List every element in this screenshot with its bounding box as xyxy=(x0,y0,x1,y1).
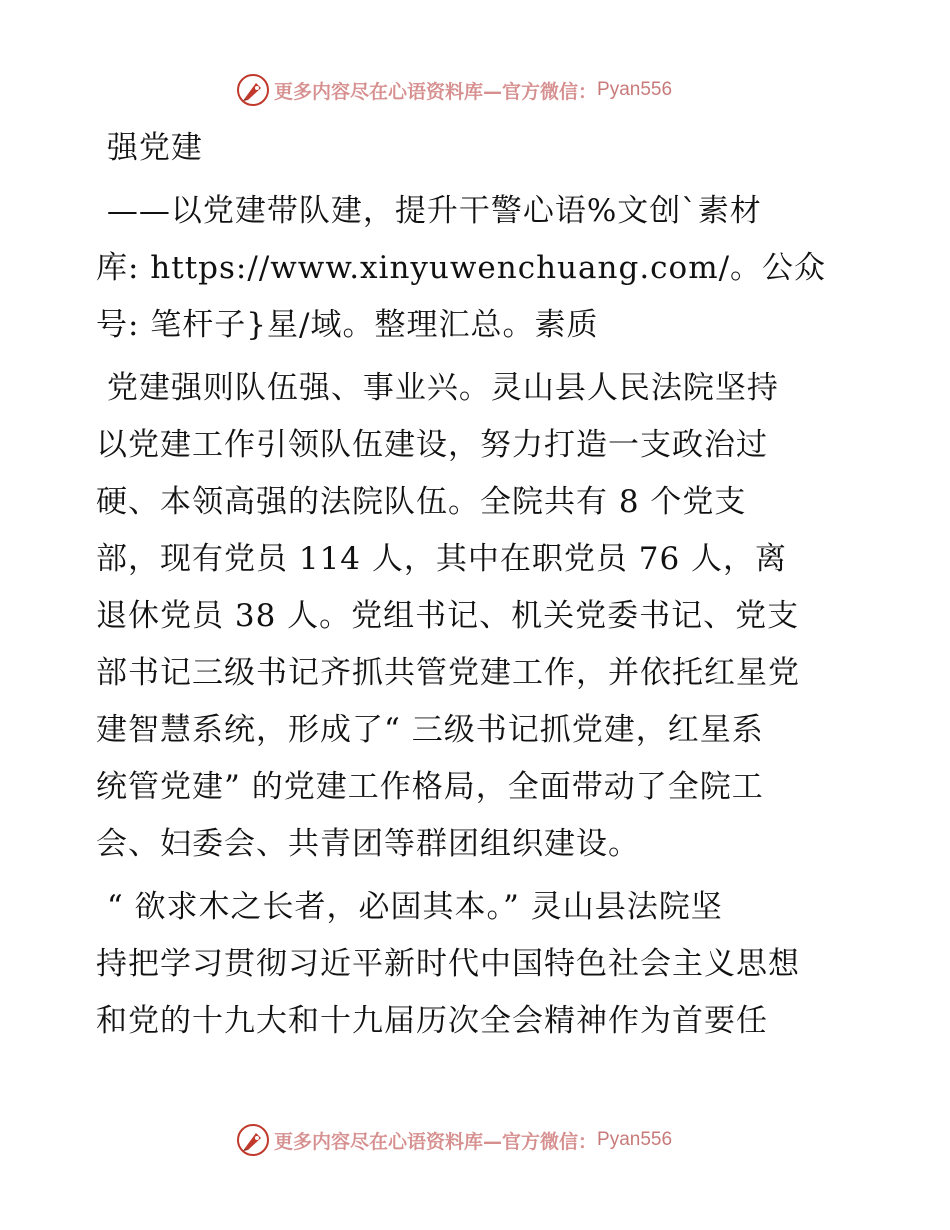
subtitle-line: ——以党建带队建，提升干警心语%文创`素材 xyxy=(96,193,762,229)
paragraph-line: 持把学习贯彻习近平新时代中国特色社会主义思想 xyxy=(96,946,800,982)
pen-nib-logo-icon xyxy=(236,1123,270,1157)
paragraph-1 xyxy=(96,360,856,873)
document-title: 强党建 xyxy=(96,130,203,166)
paragraph-line: 硬、本领高强的法院队伍。全院共有 8 个党支 xyxy=(96,484,747,520)
paragraph-line: 统管党建” 的党建工作格局，全面带动了全院工 xyxy=(96,769,764,805)
header-banner xyxy=(236,72,716,108)
wechat-id: Pyan556 xyxy=(597,79,673,100)
subtitle-line: 号: 笔杆子}星/域。整理汇总。素质 xyxy=(96,307,599,343)
paragraph-line: 和党的十九大和十九届历次全会精神作为首要任 xyxy=(96,1003,768,1039)
pen-nib-logo-icon xyxy=(236,73,270,107)
paragraph-line: 以党建工作引领队伍建设，努力打造一支政治过 xyxy=(96,427,768,463)
wechat-id: Pyan556 xyxy=(597,1129,673,1150)
document-body xyxy=(96,120,856,1050)
paragraph-line: 建智慧系统，形成了“ 三级书记抓党建，红星系 xyxy=(96,712,764,748)
paragraph-line: 部书记三级书记齐抓共管党建工作，并依托红星党 xyxy=(96,655,800,691)
paragraph-2 xyxy=(96,879,856,1050)
banner-text: 更多内容尽在心语资料库—官方微信： xyxy=(274,1130,598,1153)
paragraph-line: 退休党员 38 人。党组书记、机关党委书记、党支 xyxy=(96,598,800,634)
subtitle-line: 库: https://www.xinyuwenchuang.com/。公众 xyxy=(96,250,827,286)
footer-banner xyxy=(236,1122,716,1158)
paragraph-line: 部，现有党员 114 人，其中在职党员 76 人，离 xyxy=(96,541,788,577)
paragraph-line: 会、妇委会、共青团等群团组织建设。 xyxy=(96,826,640,862)
paragraph-line: 党建强则队伍强、事业兴。灵山县人民法院坚持 xyxy=(96,370,779,406)
banner-text: 更多内容尽在心语资料库—官方微信： xyxy=(274,80,598,103)
paragraph-line: “ 欲求木之长者，必固其本。” 灵山县法院坚 xyxy=(96,889,723,925)
